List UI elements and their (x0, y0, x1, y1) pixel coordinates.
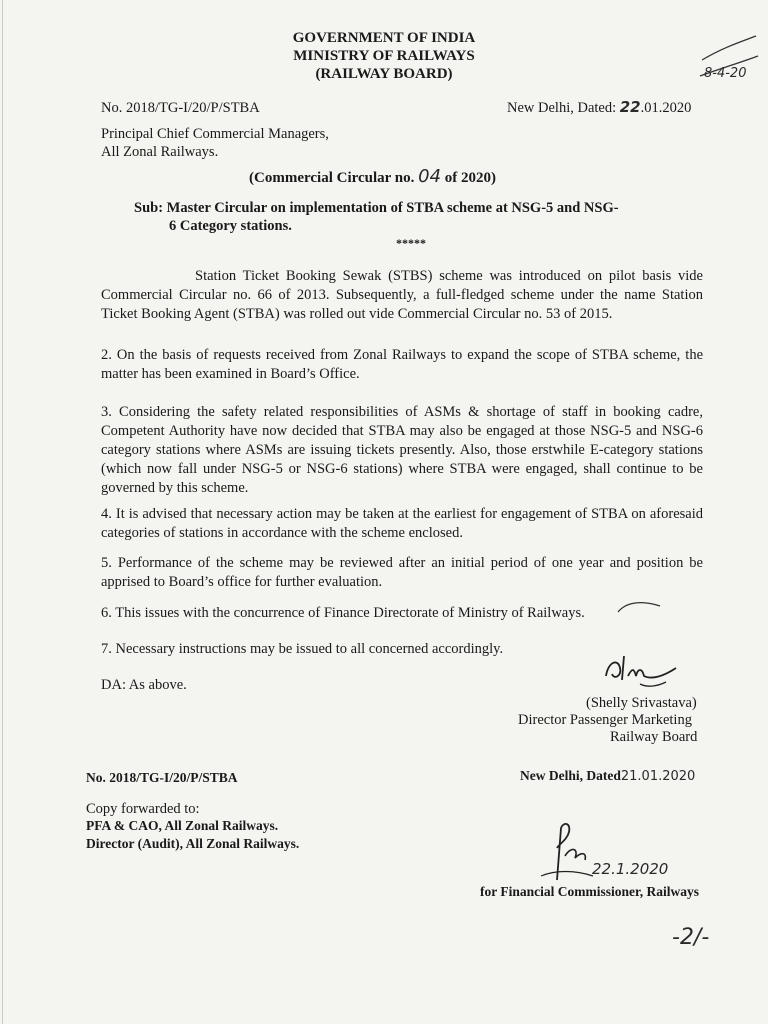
enclosure-note: DA: As above. (101, 677, 187, 693)
paragraph-7: 7. Necessary instructions may be issued to all concerned accordingly. (101, 641, 504, 657)
paragraph-2: 2. On the basis of requests received from Zonal Railways to expand the scope of STBA scheme, the matter has been examined in Board’s Office. (101, 347, 703, 382)
addressee-line2: All Zonal Railways. (101, 144, 219, 160)
date-rest: .01.2020 (640, 100, 692, 116)
handwritten-signature-date: 22.1.2020 (592, 860, 669, 878)
page-marker: -2/- (672, 925, 710, 950)
reference-number: No. 2018/TG-I/20/P/STBA (101, 100, 260, 116)
copy-recipient-2: Director (Audit), All Zonal Railways. (86, 836, 300, 851)
header-government: GOVERNMENT OF INDIA (292, 30, 476, 46)
copy-date (520, 768, 695, 784)
handwritten-margin-note (692, 34, 762, 92)
circular-suffix: of 2020) (441, 170, 497, 186)
date-prefix: New Delhi, Dated: (507, 100, 620, 116)
copy-date-value: 21.01.2020 (620, 769, 696, 784)
addressee-line1: Principal Chief Commercial Managers, (101, 126, 329, 142)
signatory-designation: Director Passenger Marketing (518, 712, 692, 728)
handwritten-tick (616, 598, 662, 618)
subject-line2: 6 Category stations. (169, 218, 292, 234)
subject-line1: Sub: Master Circular on implementation of STBA scheme at NSG-5 and NSG- (134, 200, 619, 216)
paragraph-6: 6. This issues with the concurrence of Finance Directorate of Ministry of Railways. (101, 605, 585, 621)
date-day-handwritten: 22 (619, 98, 641, 116)
copy-forwarded-label: Copy forwarded to: (86, 801, 200, 817)
subject-separator: ***** (396, 236, 426, 250)
paragraph-3: 3. Considering the safety related responsibilities of ASMs & shortage of staff in booking cadre, Competent Authority have now decided that STBA may also be engaged at those NSG-5 and NSG-6 category stations where ASMs are issuing tickets presently. Also, those erstwhile E-category stations (which now fall under NSG-5 or NSG-6 stations) where STBA were engaged, shall continue to be governed by this scheme. (101, 404, 703, 496)
paragraph-5: 5. Performance of the scheme may be reviewed after an initial period of one year and position be apprised to Board’s office for further evaluation. (101, 555, 703, 590)
copy-reference-number: No. 2018/TG-I/20/P/STBA (86, 770, 238, 785)
for-financial-commissioner: for Financial Commissioner, Railways (480, 884, 700, 899)
header-board: (RAILWAY BOARD) (315, 66, 453, 82)
reference-date (507, 98, 691, 117)
copy-recipient-1: PFA & CAO, All Zonal Railways. (86, 818, 279, 833)
circular-number (249, 166, 496, 187)
signature-director (600, 646, 680, 690)
header-ministry: MINISTRY OF RAILWAYS (293, 48, 475, 64)
copy-date-prefix: New Delhi, Dated (520, 768, 621, 783)
signatory-office: Railway Board (610, 729, 698, 745)
signatory-name: (Shelly Srivastava) (586, 695, 697, 711)
circular-prefix: (Commercial Circular no. (249, 170, 419, 186)
margin-note-text: 8-4-20 (704, 66, 747, 81)
circular-no-handwritten: 04 (418, 166, 442, 187)
scan-edge (2, 0, 3, 1024)
paragraph-1: Station Ticket Booking Sewak (STBS) scheme was introduced on pilot basis vide Commercial Circular no. 66 of 2013. Subsequently, a full-fledged scheme under the name Station Ticket Booking Agent (STBA) was rolled out vide Commercial Circular no. 53 of 2015. (101, 268, 703, 322)
paragraph-4: 4. It is advised that necessary action may be taken at the earliest for engagement of STBA on aforesaid categories of stations in accordance with the scheme enclosed. (101, 506, 703, 541)
